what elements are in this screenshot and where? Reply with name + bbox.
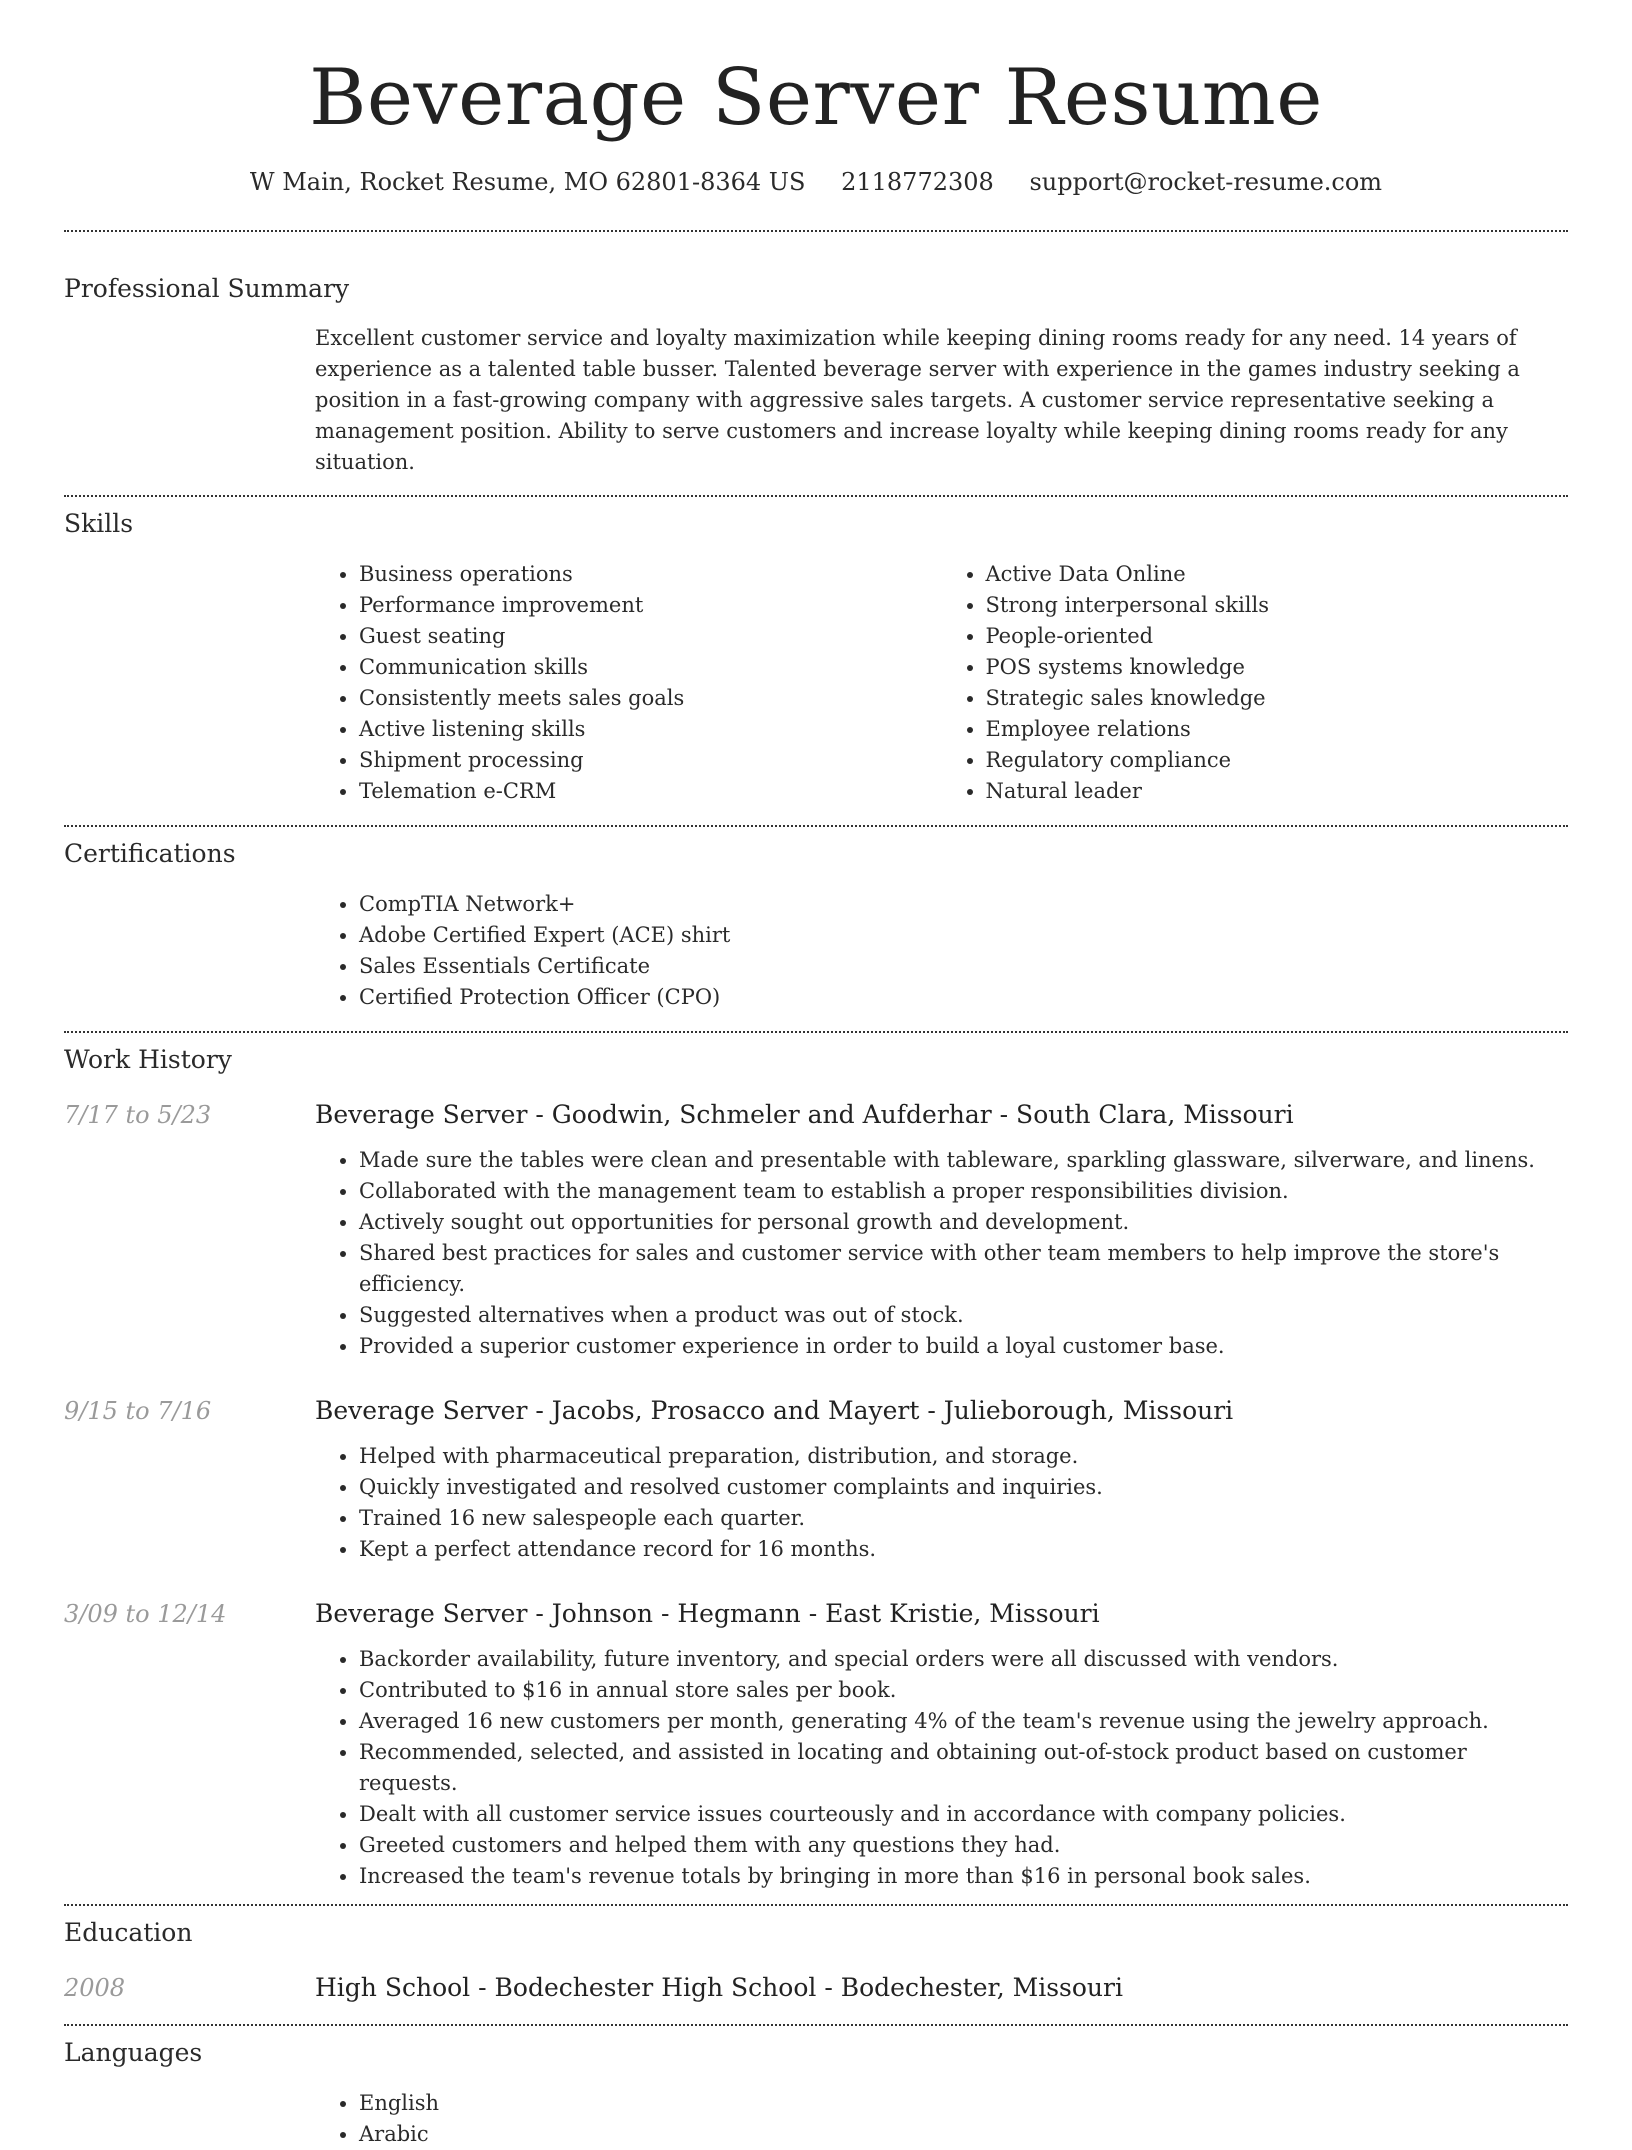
skills-list-right	[942, 559, 1569, 807]
languages-list	[315, 2088, 1568, 2150]
certifications-heading: Certifications	[64, 838, 236, 868]
skill-item: • Strategic sales knowledge	[986, 683, 1569, 714]
job-details	[315, 1441, 1568, 1565]
contact-address: W Main, Rocket Resume, MO 62801-8364 US	[249, 167, 806, 196]
skills-section	[315, 559, 1568, 807]
certification-item: • Adobe Certified Expert (ACE) shirt	[359, 920, 1568, 951]
job-bullet: • Shared best practices for sales and customer service with other team members to help improve the store's efficiency.	[359, 1238, 1568, 1300]
job-bullet: • Averaged 16 new customers per month, generating 4% of the team's revenue using the jewelry approach.	[359, 1706, 1568, 1737]
contact-line	[64, 168, 1568, 196]
job-bullet: • Collaborated with the management team to establish a proper responsibilities division.	[359, 1176, 1568, 1207]
job-title: Beverage Server - Goodwin, Schmeler and Aufderhar - South Clara, Missouri	[315, 1099, 1294, 1129]
skills-list-left	[315, 559, 942, 807]
section-divider	[64, 230, 1568, 232]
job-bullet: • Kept a perfect attendance record for 16 months.	[359, 1534, 1568, 1565]
job-bullet: • Backorder availability, future inventory, and special orders were all discussed with vendors.	[359, 1644, 1568, 1675]
job-title: Beverage Server - Jacobs, Prosacco and Mayert - Julieborough, Missouri	[315, 1395, 1234, 1425]
job-dates: 7/17 to 5/23	[64, 1100, 212, 1129]
contact-phone: 2118772308	[841, 167, 994, 196]
education-date: 2008	[64, 1973, 126, 2002]
job-entry-header	[64, 1396, 1568, 1425]
job-bullet: • Increased the team's revenue totals by bringing in more than $16 in personal book sales.	[359, 1861, 1568, 1892]
language-item: • Arabic	[359, 2119, 1568, 2150]
summary-text: Excellent customer service and loyalty maximization while keeping dining rooms ready for any need. 14 years of experience as a talented table busser. Talented beverage server with experience in the games industry seeking a position in a fast-growing company with aggressive sales targets. A customer service representative seeking a management position. Ability to serve customers and increase loyalty while keeping dining rooms ready for any situation.	[315, 325, 1520, 474]
skill-item: • Performance improvement	[359, 590, 942, 621]
skills-heading: Skills	[64, 508, 134, 538]
resume-title: Beverage Server Resume	[309, 53, 1323, 143]
skill-item: • Strong interpersonal skills	[986, 590, 1569, 621]
education-title: High School - Bodechester High School - Bodechester, Missouri	[315, 1972, 1123, 2002]
job-bullets	[315, 1441, 1568, 1565]
skill-item: • Active Data Online	[986, 559, 1569, 590]
job-bullet: • Contributed to $16 in annual store sales per book.	[359, 1675, 1568, 1706]
job-bullet: • Quickly investigated and resolved customer complaints and inquiries.	[359, 1472, 1568, 1503]
certification-item: • Sales Essentials Certificate	[359, 951, 1568, 982]
skill-item: • Consistently meets sales goals	[359, 683, 942, 714]
languages-heading: Languages	[64, 2037, 203, 2067]
job-details	[315, 1644, 1568, 1892]
language-item: • English	[359, 2088, 1568, 2119]
skill-item: • Employee relations	[986, 714, 1569, 745]
section-divider	[64, 495, 1568, 497]
summary-heading: Professional Summary	[64, 273, 350, 303]
section-divider	[64, 1904, 1568, 1906]
education-heading: Education	[64, 1917, 193, 1947]
job-bullet: • Dealt with all customer service issues courteously and in accordance with company policies.	[359, 1799, 1568, 1830]
job-dates: 3/09 to 12/14	[64, 1599, 227, 1628]
skill-item: • Guest seating	[359, 621, 942, 652]
job-details	[315, 1145, 1568, 1362]
skill-item: • Telemation e-CRM	[359, 776, 942, 807]
certifications-section	[315, 889, 1568, 1013]
certification-item: • CompTIA Network+	[359, 889, 1568, 920]
job-bullet: • Suggested alternatives when a product was out of stock.	[359, 1300, 1568, 1331]
job-entry-header	[64, 1100, 1568, 1129]
job-bullet: • Provided a superior customer experience in order to build a loyal customer base.	[359, 1331, 1568, 1362]
section-divider	[64, 1031, 1568, 1033]
job-bullet: • Recommended, selected, and assisted in locating and obtaining out-of-stock product based on customer requests.	[359, 1737, 1568, 1799]
skill-item: • Regulatory compliance	[986, 745, 1569, 776]
skill-item: • Active listening skills	[359, 714, 942, 745]
job-entry-header	[64, 1599, 1568, 1628]
job-bullets	[315, 1145, 1568, 1362]
job-bullet: • Actively sought out opportunities for personal growth and development.	[359, 1207, 1568, 1238]
skill-item: • Shipment processing	[359, 745, 942, 776]
languages-section	[315, 2088, 1568, 2150]
skill-item: • POS systems knowledge	[986, 652, 1569, 683]
education-entry	[64, 1973, 1568, 2002]
section-divider	[64, 825, 1568, 827]
skill-item: • People-oriented	[986, 621, 1569, 652]
job-bullets	[315, 1644, 1568, 1892]
job-dates: 9/15 to 7/16	[64, 1396, 212, 1425]
work-history-heading: Work History	[64, 1044, 232, 1074]
job-title: Beverage Server - Johnson - Hegmann - East Kristie, Missouri	[315, 1598, 1100, 1628]
section-divider	[64, 2024, 1568, 2026]
certifications-list	[315, 889, 1568, 1013]
certification-item: • Certified Protection Officer (CPO)	[359, 982, 1568, 1013]
job-bullet: • Greeted customers and helped them with any questions they had.	[359, 1830, 1568, 1861]
skill-item: • Communication skills	[359, 652, 942, 683]
summary-section	[315, 323, 1568, 478]
job-bullet: • Made sure the tables were clean and presentable with tableware, sparkling glassware, silverware, and linens.	[359, 1145, 1568, 1176]
skill-item: • Natural leader	[986, 776, 1569, 807]
job-bullet: • Helped with pharmaceutical preparation, distribution, and storage.	[359, 1441, 1568, 1472]
job-bullet: • Trained 16 new salespeople each quarter.	[359, 1503, 1568, 1534]
skill-item: • Business operations	[359, 559, 942, 590]
contact-email: support@rocket-resume.com	[1029, 167, 1383, 196]
